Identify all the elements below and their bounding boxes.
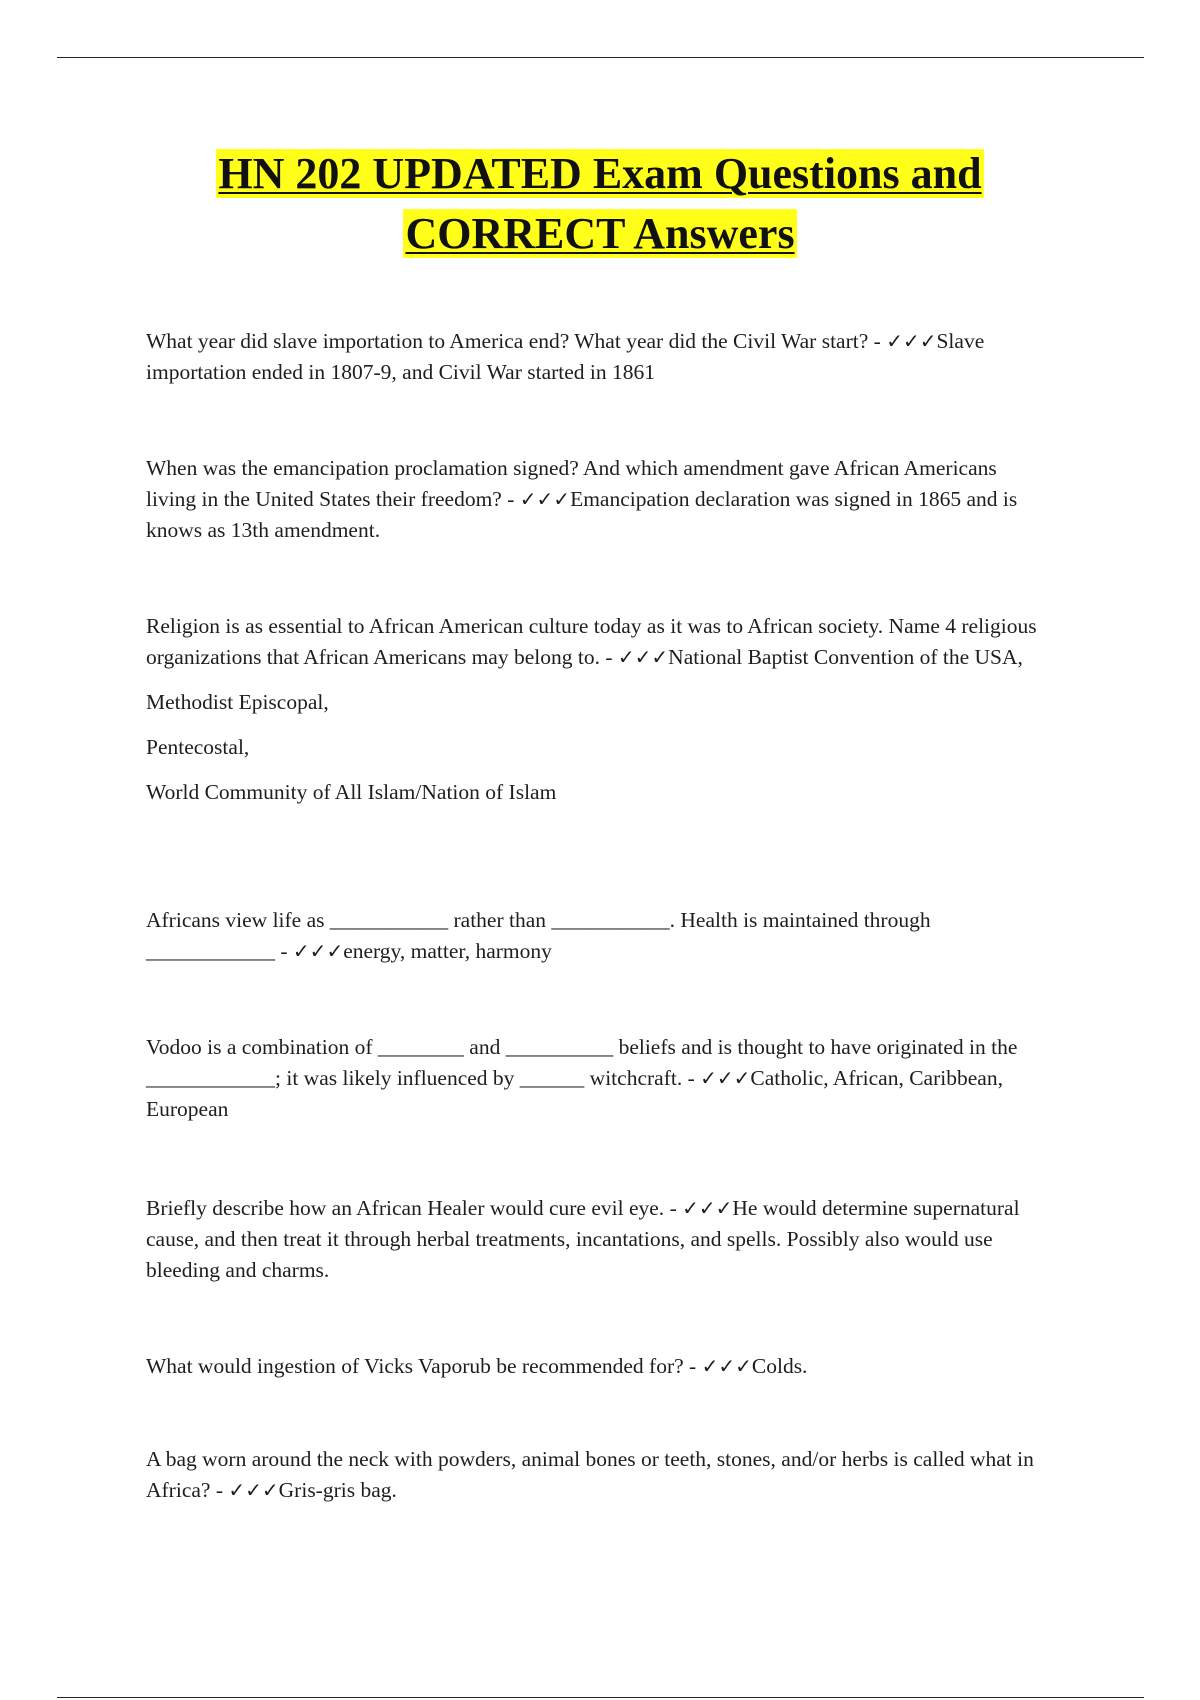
question-text: Briefly describe how an African Healer would cure evil eye.: [146, 1196, 665, 1220]
answer-separator: -: [599, 645, 618, 669]
qa-item: [146, 453, 1046, 546]
qa-paragraph: [146, 905, 1046, 967]
question-text: What year did slave importation to America end? What year did the Civil War start?: [146, 329, 869, 353]
answer-text: Emancipation declaration was signed in 1865 and is knows as 13th amendment.: [146, 487, 1018, 542]
answer-extra-line: Pentecostal,: [146, 735, 250, 759]
check-marks-icon: ✓✓✓: [886, 329, 937, 353]
qa-paragraph: [146, 1351, 1046, 1382]
qa-item: [146, 1032, 1046, 1125]
qa-paragraph: [146, 1032, 1046, 1125]
title-line-1: HN 202 UPDATED Exam Questions and: [218, 149, 982, 198]
answer-text: energy, matter, harmony: [343, 939, 552, 963]
answer-separator: -: [664, 1196, 683, 1220]
answer-separator: -: [682, 1066, 701, 1090]
answer-text: He would determine supernatural cause, and then treat it through herbal treatments, incantations, and spells. Possibly also would use bleeding and charms.: [146, 1196, 1020, 1282]
qa-paragraph: [146, 326, 1046, 388]
question-text: Religion is as essential to African American culture today as it was to African society. Name 4 religious organizations that African Americans may belong to.: [146, 614, 1037, 669]
answer-text: Colds.: [751, 1354, 808, 1378]
question-text: Vodoo is a combination of ________ and __________ beliefs and is thought to have originated in the ____________; it was likely influenced by ______ witchcraft.: [146, 1035, 1018, 1090]
question-text: What would ingestion of Vicks Vaporub be recommended for?: [146, 1354, 684, 1378]
qa-item: [146, 1193, 1046, 1286]
answer-separator: -: [868, 329, 887, 353]
check-marks-icon: ✓✓✓: [617, 645, 669, 669]
check-marks-icon: ✓✓✓: [700, 1066, 751, 1090]
qa-paragraph: [146, 1444, 1046, 1506]
answer-separator: -: [275, 939, 293, 963]
check-marks-icon: ✓✓✓: [519, 487, 571, 511]
bottom-rule: [57, 1697, 1144, 1698]
question-text: A bag worn around the neck with powders, animal bones or teeth, stones, and/or herbs is called what in Africa?: [146, 1447, 1034, 1502]
answer-text: Slave importation ended in 1807-9, and Civil War started in 1861: [146, 329, 985, 384]
qa-item: [146, 905, 1046, 967]
qa-item: [146, 326, 1046, 388]
qa-paragraph: [146, 453, 1046, 546]
qa-paragraph: [146, 1193, 1046, 1286]
answer-separator: -: [501, 487, 520, 511]
answer-separator: -: [683, 1354, 702, 1378]
check-marks-icon: ✓✓✓: [701, 1354, 752, 1378]
document-title: [100, 144, 1100, 264]
check-marks-icon: ✓✓✓: [682, 1196, 733, 1220]
answer-text: National Baptist Convention of the USA,: [668, 645, 1023, 669]
answer-separator: -: [210, 1478, 229, 1502]
question-text: Africans view life as ___________ rather than ___________. Health is maintained through ____________: [146, 908, 931, 963]
answer-extra-line: World Community of All Islam/Nation of Islam: [146, 780, 557, 804]
title-line-2: CORRECT Answers: [405, 209, 795, 258]
qa-item: [146, 1444, 1046, 1506]
question-text: When was the emancipation proclamation signed? And which amendment gave African Americans living in the United States their freedom?: [146, 456, 997, 511]
answer-text: Catholic, African, Caribbean, European: [146, 1066, 1003, 1121]
qa-item: [146, 1351, 1046, 1382]
qa-item: [146, 611, 1046, 808]
top-rule: [57, 57, 1144, 58]
check-marks-icon: ✓✓✓: [292, 939, 344, 963]
qa-paragraph: [146, 611, 1046, 673]
answer-text: Gris-gris bag.: [278, 1478, 397, 1502]
answer-extra-line: Methodist Episcopal,: [146, 690, 329, 714]
check-marks-icon: ✓✓✓: [228, 1478, 279, 1502]
